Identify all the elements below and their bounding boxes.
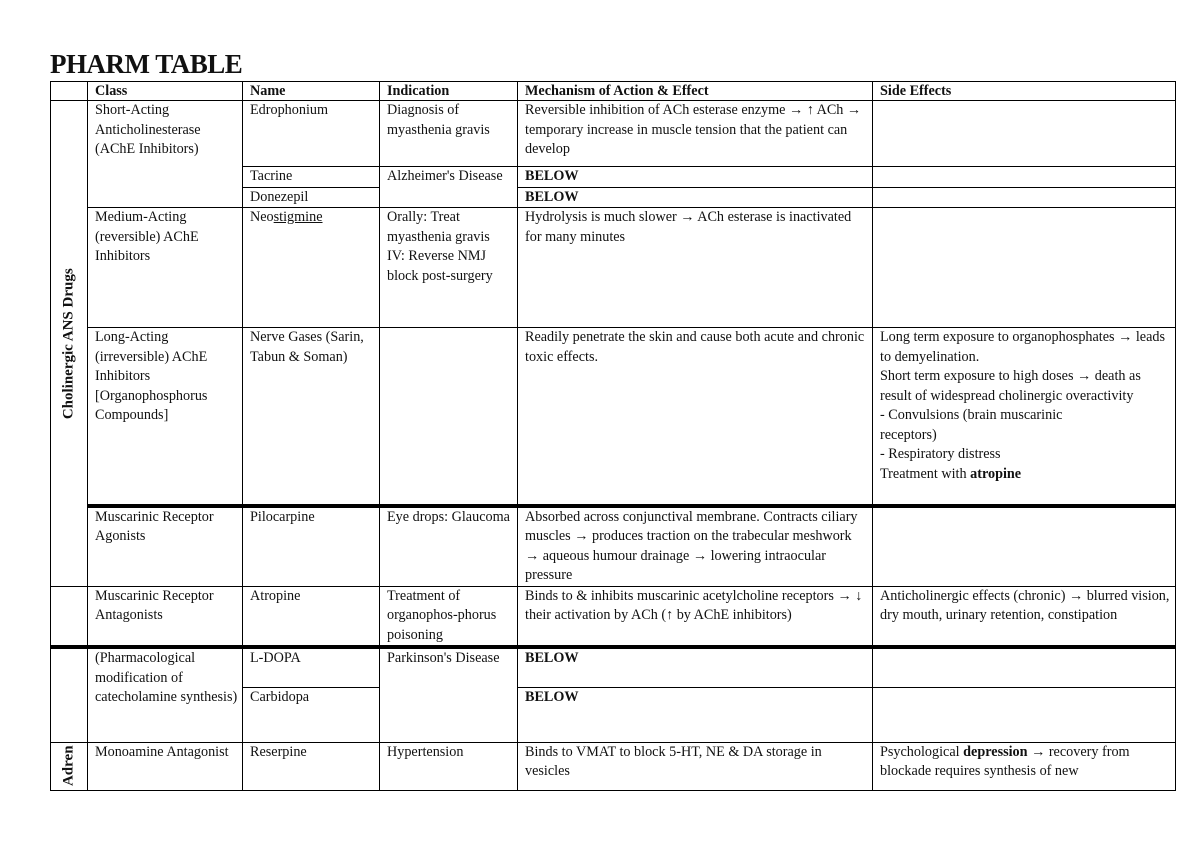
side-effects-cell <box>873 187 1176 208</box>
page-title: PHARM TABLE <box>50 49 243 79</box>
mechanism-cell: Absorbed across conjunctival membrane. Contracts ciliary muscles → produces traction on the trabecular meshwork → aqueous humour drainage → lowering intraocular pressure <box>518 506 873 587</box>
side-effects-cell <box>873 208 1176 328</box>
indication-cell: Treatment of organophos-phorus poisoning <box>380 586 518 647</box>
section-blank <box>51 647 88 742</box>
table-row <box>51 742 1176 790</box>
mechanism-cell: BELOW <box>518 687 873 742</box>
drug-name: Edrophonium <box>243 101 380 167</box>
side-effects-cell <box>873 328 1176 506</box>
header-name: Name <box>243 82 380 101</box>
class-cell: (Pharmacological modification of catecholamine synthesis) <box>88 647 243 742</box>
mechanism-cell: Binds to & inhibits muscarinic acetylcholine receptors → ↓ their activation by ACh (↑ by AChE inhibitors) <box>518 586 873 647</box>
drug-name: Nerve Gases (Sarin, Tabun & Soman) <box>243 328 380 506</box>
side-effects-text: Long term exposure to organophosphates → leads to demyelination. Short term exposure to high doses → death as result of widespread cholinergic overactivity - Convulsions (brain muscarinic receptors) - Respiratory distress Treatment with <box>880 329 1166 482</box>
mechanism-cell: Binds to VMAT to block 5-HT, NE & DA storage in vesicles <box>518 742 873 790</box>
side-effects-cell <box>873 687 1176 742</box>
mechanism-cell: Reversible inhibition of ACh esterase enzyme → ↑ ACh → temporary increase in muscle tension that the patient can develop <box>518 101 873 167</box>
side-effects-bold: atropine <box>970 465 1022 482</box>
drug-name: L-DOPA <box>243 647 380 687</box>
section-label: Cholinergic ANS Drugs <box>60 267 77 419</box>
mechanism-cell: Readily penetrate the skin and cause both acute and chronic toxic effects. <box>518 328 873 506</box>
side-effects-cell: Anticholinergic effects (chronic) → blurred vision, dry mouth, urinary retention, constipation <box>873 586 1176 647</box>
drug-name-suffix: stigmine <box>273 209 323 225</box>
class-cell: Muscarinic Receptor Antagonists <box>88 586 243 647</box>
drug-name: Tacrine <box>243 167 380 188</box>
indication-cell: Alzheimer's Disease <box>380 167 518 208</box>
class-cell: Muscarinic Receptor Agonists <box>88 506 243 587</box>
indication-cell <box>380 328 518 506</box>
class-cell: Long-Acting (irreversible) AChE Inhibitors [Organophosphorus Compounds] <box>88 328 243 506</box>
side-effects-cell <box>873 506 1176 587</box>
class-cell: Monoamine Antagonist <box>88 742 243 790</box>
side-effects-text: → recovery from blockade requires synthesis of new <box>880 743 1130 779</box>
mechanism-cell: Hydrolysis is much slower → ACh esterase is inactivated for many minutes <box>518 208 873 328</box>
table-row <box>51 101 1176 167</box>
header-row <box>51 82 1176 101</box>
class-cell: Short-Acting Anticholinesterase (AChE Inhibitors) <box>88 101 243 208</box>
indication-cell: Orally: Treat myasthenia gravis IV: Reverse NMJ block post-surgery <box>380 208 518 328</box>
table-row <box>51 586 1176 647</box>
header-mechanism: Mechanism of Action & Effect <box>518 82 873 101</box>
header-indication: Indication <box>380 82 518 101</box>
drug-name: Carbidopa <box>243 687 380 742</box>
indication-cell: Hypertension <box>380 742 518 790</box>
header-blank <box>51 82 88 101</box>
section-adren <box>51 742 88 790</box>
header-class: Class <box>88 82 243 101</box>
pharm-table <box>50 81 1176 791</box>
indication-cell: Eye drops: Glaucoma <box>380 506 518 587</box>
drug-name: Donezepil <box>243 187 380 208</box>
side-effects-cell <box>873 647 1176 687</box>
mechanism-cell: BELOW <box>518 647 873 687</box>
section-blank <box>51 586 88 647</box>
table-row <box>51 328 1176 506</box>
drug-name: Pilocarpine <box>243 506 380 587</box>
table-row <box>51 647 1176 687</box>
side-effects-cell <box>873 742 1176 790</box>
drug-name: Atropine <box>243 586 380 647</box>
section-cholinergic <box>51 101 88 587</box>
mechanism-cell: BELOW <box>518 167 873 188</box>
class-cell: Medium-Acting (reversible) AChE Inhibitors <box>88 208 243 328</box>
drug-name <box>243 208 380 328</box>
drug-name: Reserpine <box>243 742 380 790</box>
side-effects-text: Psychological <box>880 743 964 760</box>
section-label: Adren <box>60 745 77 787</box>
drug-name-prefix: Neo <box>250 209 274 225</box>
side-effects-bold: depression <box>963 743 1028 760</box>
table-row <box>51 506 1176 587</box>
side-effects-cell <box>873 167 1176 188</box>
table-row <box>51 208 1176 328</box>
indication-cell: Diagnosis of myasthenia gravis <box>380 101 518 167</box>
header-side-effects: Side Effects <box>873 82 1176 101</box>
side-effects-cell <box>873 101 1176 167</box>
indication-cell: Parkinson's Disease <box>380 647 518 742</box>
mechanism-cell: BELOW <box>518 187 873 208</box>
